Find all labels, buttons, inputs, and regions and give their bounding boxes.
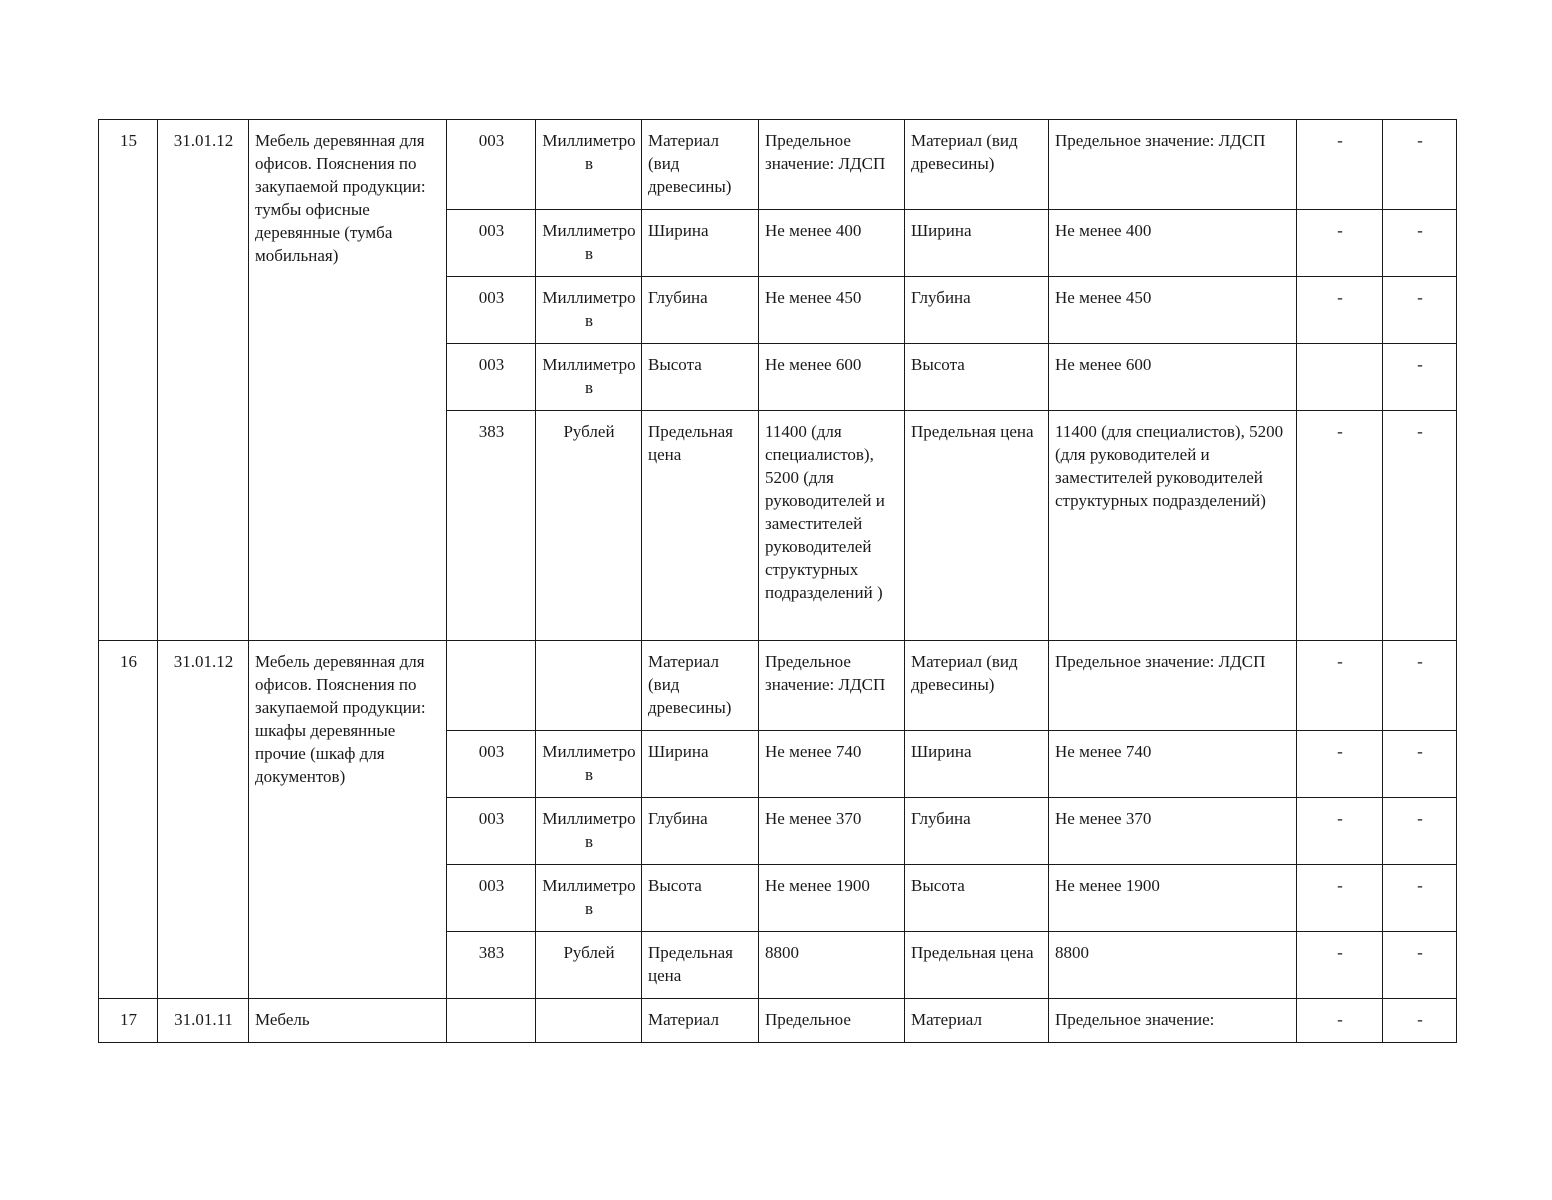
approved-value: Не менее 370: [1049, 798, 1297, 865]
characteristic-value: 8800: [759, 932, 905, 999]
characteristic: Ширина: [642, 731, 759, 798]
okei-code: 383: [447, 411, 536, 641]
approved-characteristic: Предельная цена: [905, 932, 1049, 999]
characteristic: Глубина: [642, 277, 759, 344]
justification: -: [1297, 210, 1383, 277]
approved-characteristic: Материал (вид древесины): [905, 641, 1049, 731]
unit-name: [536, 641, 642, 731]
characteristic: Ширина: [642, 210, 759, 277]
approved-value: 11400 (для специалистов), 5200 (для руководителей и заместителей руководителей структурных подразделений): [1049, 411, 1297, 641]
characteristic-value: Не менее 740: [759, 731, 905, 798]
justification: [1297, 344, 1383, 411]
characteristic: Материал (вид древесины): [642, 641, 759, 731]
product-name: Мебель деревянная для офисов. Пояснения по закупаемой продукции: шкафы деревянные прочие (шкаф для документов): [249, 641, 447, 999]
approved-characteristic: Ширина: [905, 731, 1049, 798]
characteristic-value: Не менее 370: [759, 798, 905, 865]
justification: -: [1297, 798, 1383, 865]
row-number: 17: [99, 999, 158, 1043]
okei-code: 003: [447, 865, 536, 932]
characteristic-value: Предельное значение: ЛДСП: [759, 641, 905, 731]
approved-characteristic: Материал (вид древесины): [905, 120, 1049, 210]
approved-value: Предельное значение:: [1049, 999, 1297, 1043]
requirements-table: [98, 119, 1457, 1043]
justification: -: [1297, 865, 1383, 932]
approved-value: Предельное значение: ЛДСП: [1049, 641, 1297, 731]
unit-name: Миллиметров: [536, 731, 642, 798]
characteristic-value: Предельное: [759, 999, 905, 1043]
okei-code: 003: [447, 344, 536, 411]
unit-name: [536, 999, 642, 1043]
function-purpose: -: [1383, 120, 1457, 210]
okei-code: 003: [447, 277, 536, 344]
okei-code: 003: [447, 210, 536, 277]
justification: -: [1297, 999, 1383, 1043]
row-number: 16: [99, 641, 158, 999]
justification: -: [1297, 932, 1383, 999]
unit-name: Миллиметров: [536, 865, 642, 932]
approved-value: Не менее 400: [1049, 210, 1297, 277]
characteristic: Глубина: [642, 798, 759, 865]
unit-name: Рублей: [536, 411, 642, 641]
row-number: 15: [99, 120, 158, 641]
function-purpose: -: [1383, 411, 1457, 641]
function-purpose: -: [1383, 932, 1457, 999]
justification: -: [1297, 731, 1383, 798]
unit-name: Миллиметров: [536, 798, 642, 865]
product-name: Мебель: [249, 999, 447, 1043]
function-purpose: -: [1383, 344, 1457, 411]
characteristic-value: Не менее 1900: [759, 865, 905, 932]
justification: -: [1297, 641, 1383, 731]
function-purpose: -: [1383, 641, 1457, 731]
characteristic-value: Не менее 450: [759, 277, 905, 344]
characteristic-value: 11400 (для специалистов), 5200 (для руководителей и заместителей руководителей структурных подразделений ): [759, 411, 905, 641]
characteristic: Высота: [642, 344, 759, 411]
unit-name: Миллиметров: [536, 277, 642, 344]
approved-characteristic: Высота: [905, 344, 1049, 411]
approved-characteristic: Глубина: [905, 277, 1049, 344]
characteristic: Материал (вид древесины): [642, 120, 759, 210]
approved-characteristic: Ширина: [905, 210, 1049, 277]
okpd-code: 31.01.12: [158, 120, 249, 641]
approved-value: Не менее 740: [1049, 731, 1297, 798]
approved-characteristic: Глубина: [905, 798, 1049, 865]
justification: -: [1297, 411, 1383, 641]
function-purpose: -: [1383, 731, 1457, 798]
characteristic: Материал: [642, 999, 759, 1043]
approved-value: Не менее 600: [1049, 344, 1297, 411]
characteristic: Высота: [642, 865, 759, 932]
characteristic-value: Не менее 600: [759, 344, 905, 411]
approved-value: 8800: [1049, 932, 1297, 999]
characteristic-value: Предельное значение: ЛДСП: [759, 120, 905, 210]
justification: -: [1297, 120, 1383, 210]
unit-name: Миллиметров: [536, 120, 642, 210]
okei-code: 003: [447, 120, 536, 210]
unit-name: Миллиметров: [536, 344, 642, 411]
okpd-code: 31.01.11: [158, 999, 249, 1043]
function-purpose: -: [1383, 277, 1457, 344]
okei-code: [447, 641, 536, 731]
approved-characteristic: Материал: [905, 999, 1049, 1043]
unit-name: Миллиметров: [536, 210, 642, 277]
okei-code: 003: [447, 731, 536, 798]
okei-code: 003: [447, 798, 536, 865]
justification: -: [1297, 277, 1383, 344]
approved-value: Предельное значение: ЛДСП: [1049, 120, 1297, 210]
table-row: [99, 120, 1457, 210]
function-purpose: -: [1383, 798, 1457, 865]
function-purpose: -: [1383, 865, 1457, 932]
table-row: [99, 999, 1457, 1043]
okei-code: 383: [447, 932, 536, 999]
function-purpose: -: [1383, 210, 1457, 277]
function-purpose: -: [1383, 999, 1457, 1043]
approved-value: Не менее 1900: [1049, 865, 1297, 932]
characteristic-value: Не менее 400: [759, 210, 905, 277]
unit-name: Рублей: [536, 932, 642, 999]
table-row: [99, 641, 1457, 731]
okpd-code: 31.01.12: [158, 641, 249, 999]
characteristic: Предельная цена: [642, 411, 759, 641]
characteristic: Предельная цена: [642, 932, 759, 999]
okei-code: [447, 999, 536, 1043]
approved-value: Не менее 450: [1049, 277, 1297, 344]
product-name: Мебель деревянная для офисов. Пояснения по закупаемой продукции: тумбы офисные деревянные (тумба мобильная): [249, 120, 447, 641]
approved-characteristic: Предельная цена: [905, 411, 1049, 641]
approved-characteristic: Высота: [905, 865, 1049, 932]
